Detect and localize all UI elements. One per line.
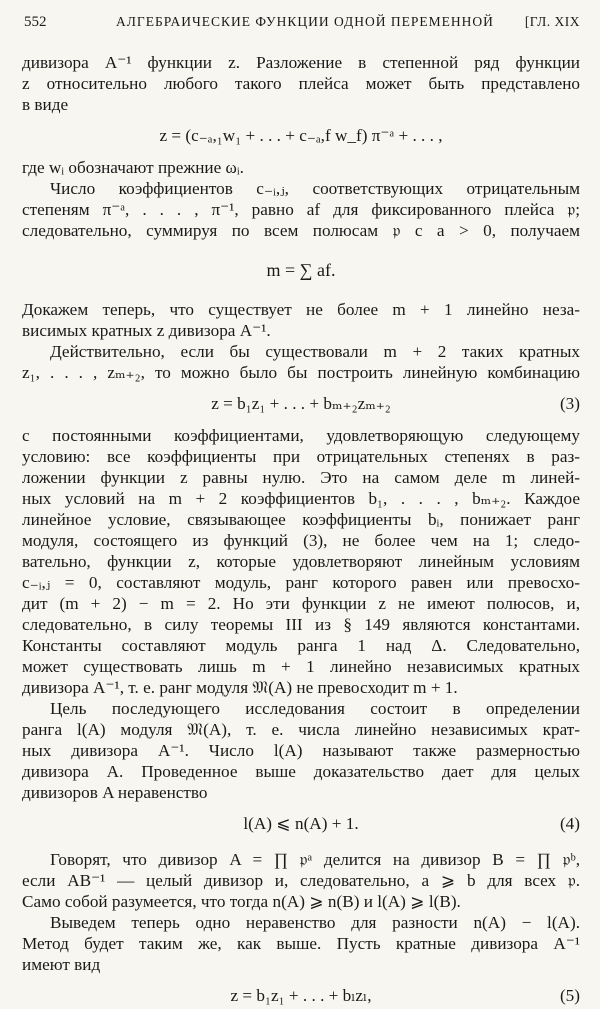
equation-number: (5) [559, 986, 580, 1005]
running-header [24, 14, 580, 38]
text-line: ных условий на m + 2 коэффициентов b₁, . . . , bₘ₊₂. Каждое [22, 489, 580, 508]
equation-unnumbered [22, 253, 580, 287]
page-number: 552 [24, 14, 47, 30]
text-line: модуля, состоящего из функций (3), не более чем на 1; следо- [22, 531, 580, 550]
text-line: Докажем теперь, что существует не более m + 1 линейно неза- [22, 300, 580, 319]
text-line: степеням π⁻ᵃ, . . . , π⁻¹, равно af для фиксированного плейса 𝔭; [22, 200, 580, 219]
text-line: вательно, функции z, которые удовлетворяют линейным условиям [22, 552, 580, 571]
text-line: ложении функции z равны нулю. Это на самом деле m линей- [22, 468, 580, 487]
text-line: Выведем теперь одно неравенство для разности n(A) − l(A). [50, 913, 580, 932]
equation-body: z = (c₋ₐ,₁w₁ + . . . + c₋ₐ,f w_f) π⁻ᵃ + . . . , [159, 126, 443, 145]
text-line: дивизора A. Проведенное выше доказательство дает для целых [22, 762, 580, 781]
text-line: ных дивизора A⁻¹. Число l(A) называют также размерностью [22, 741, 580, 760]
equation-unnumbered [22, 123, 580, 149]
text-line: если AB⁻¹ — целый дивизор и, следовательно, a ⩾ b для всех 𝔭. [22, 871, 580, 890]
equation-5 [22, 983, 580, 1009]
text-line: с постоянными коэффициентами, удовлетворяющую следующему [22, 426, 580, 445]
text-line: ранга l(A) модуля 𝔐(A), т. е. числа линейно независимых крат- [22, 720, 580, 739]
equation-body: z = b₁z₁ + . . . + bₘ₊₂zₘ₊₂ [211, 394, 391, 413]
text-line: дит (m + 2) − m = 2. Но эти функции z не имеют полюсов, и, [22, 594, 580, 613]
text-line: Метод будет таким же, как выше. Пусть кратные дивизора A⁻¹ [22, 934, 580, 953]
page-body [22, 52, 580, 1009]
text-line: висимых кратных z дивизора A⁻¹. [22, 321, 271, 340]
equation-body: l(A) ⩽ n(A) + 1. [243, 814, 359, 833]
text-line: дивизора A⁻¹, т. е. ранг модуля 𝔐(A) не превосходит m + 1. [22, 678, 458, 697]
text-line: z₁, . . . , zₘ₊₂, то можно было бы построить линейную комбинацию [22, 363, 580, 382]
equation-number: (4) [559, 814, 580, 833]
equation-number: (3) [559, 394, 580, 413]
text-line: дивизора A⁻¹ функции z. Разложение в степенной ряд функции [22, 53, 580, 72]
text-line: Говорят, что дивизор A = ∏ 𝔭ᵃ делится на дивизор B = ∏ 𝔭ᵇ, [50, 850, 580, 869]
text-line: Цель последующего исследования состоит в определении [50, 699, 580, 718]
text-line: Само собой разумеется, что тогда n(A) ⩾ n(B) и l(A) ⩾ l(B). [22, 892, 461, 911]
equation-4 [22, 811, 580, 837]
text-line: c₋ᵢ,ⱼ = 0, составляют модуль, ранг которого равен или превосхо- [22, 573, 580, 592]
equation-body: m = ∑ af. [266, 260, 336, 280]
text-line: Число коэффициентов c₋ᵢ,ⱼ, соответствующих отрицательным [50, 179, 580, 198]
text-line: z относительно любого такого плейса может быть представлено [22, 74, 580, 93]
chapter-label: [ГЛ. XIX [524, 14, 580, 29]
text-line: линейное условие, связывающее коэффициенты bᵢ, понижает ранг [22, 510, 580, 529]
text-line: Константы составляют модуль ранга 1 над Δ. Следовательно, [22, 636, 580, 655]
text-line: следовательно, в силу теоремы III из § 149 являются константами. [22, 615, 580, 634]
running-title: АЛГЕБРАИЧЕСКИЕ ФУНКЦИИ ОДНОЙ ПЕРЕМЕННОЙ [116, 14, 494, 29]
text-line: следовательно, суммируя по всем полюсам 𝔭 с a > 0, получаем [22, 221, 580, 240]
text-line: может существовать лишь m + 1 линейно независимых кратных [22, 657, 580, 676]
equation-body: z = b₁z₁ + . . . + bₗzₗ, [230, 986, 372, 1005]
text-line: дивизоров A неравенство [22, 783, 208, 802]
text-line: где wᵢ обозначают прежние ωᵢ. [22, 158, 244, 177]
text-line: в виде [22, 95, 69, 114]
equation-3 [22, 391, 580, 417]
text-line: имеют вид [22, 955, 101, 974]
text-line: Действительно, если бы существовали m + 2 таких кратных [50, 342, 580, 361]
text-line: условию: все коэффициенты при отрицательных степенях в раз- [22, 447, 580, 466]
